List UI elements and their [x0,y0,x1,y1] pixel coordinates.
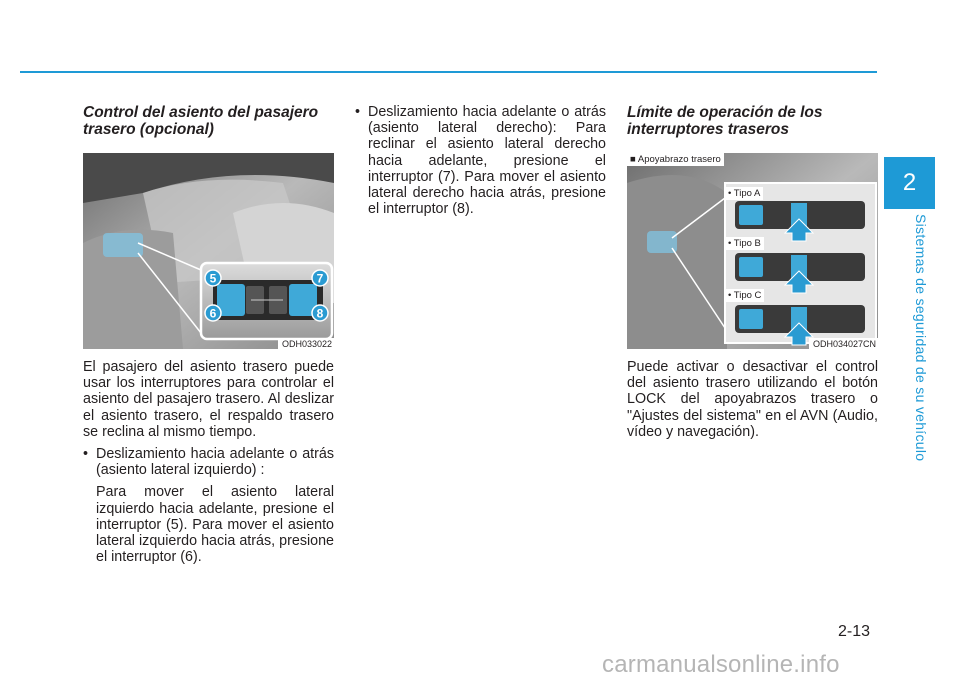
type-c-label: • Tipo C [725,289,764,302]
bullet-left-seat-detail: Para mover el asiento lateral izquierdo hacia adelante, presione el interruptor (5). Para mover el asiento lateral izquierdo hacia atrás, presione el interruptor (6). [96,484,334,566]
bullet-right-seat-text: Deslizamiento hacia adelante o atrás (asiento lateral derecho): Para reclinar el asiento lateral derecho hacia adelante, presione el interruptor (7). Para mover el asiento lateral derecho hacia atrás, presione el interruptor (8). [368,104,606,218]
left-column [83,104,334,565]
section-heading-rear-passenger-seat: Control del asiento del pasajero trasero (opcional) [83,104,319,138]
armrest-switch-figure [627,153,878,349]
page-number: 2-13 [838,623,871,640]
figure-code: ODH034027CN [809,338,878,349]
rear-seat-control-figure [83,153,334,349]
bullet-left-seat-text: Deslizamiento hacia adelante o atrás (asiento lateral izquierdo) : [96,446,334,479]
armrest-illustration [627,153,878,349]
chapter-number-tab[interactable]: 2 [884,157,935,209]
watermark[interactable]: carmanualsonline.info [602,651,840,678]
section-heading-switch-limit: Límite de operación de los interruptores traseros [627,104,823,138]
switch-label-7: 7 [316,271,324,286]
paragraph-lock: Puede activar o desactivar el control del asiento trasero utilizando el botón LOCK del apoyabrazos trasero o "Ajustes del sistema" en el AVN (Audio, vídeo y navegación). [627,359,878,440]
bullet-left-seat [83,446,334,478]
rear-seat-illustration [83,153,334,349]
switch-label-5: 5 [209,271,217,286]
type-a-label: • Tipo A [725,187,763,200]
right-column [627,104,878,440]
armrest-tag: ■ Apoyabrazo trasero [627,153,724,166]
middle-column [355,104,606,217]
figure-code: ODH033022 [278,338,334,349]
switch-label-6: 6 [209,306,217,321]
chapter-title: Sistemas de seguridad de su vehículo [913,214,929,462]
paragraph-intro: El pasajero del asiento trasero puede usar los interruptores para controlar el asiento del pasajero trasero. Al deslizar el asiento trasero, el respaldo trasero se reclina al mismo tiempo. [83,359,334,440]
header-rule [20,71,877,73]
type-b-label: • Tipo B [725,237,764,250]
bullet-right-seat [355,104,606,217]
switch-label-8: 8 [316,306,324,321]
